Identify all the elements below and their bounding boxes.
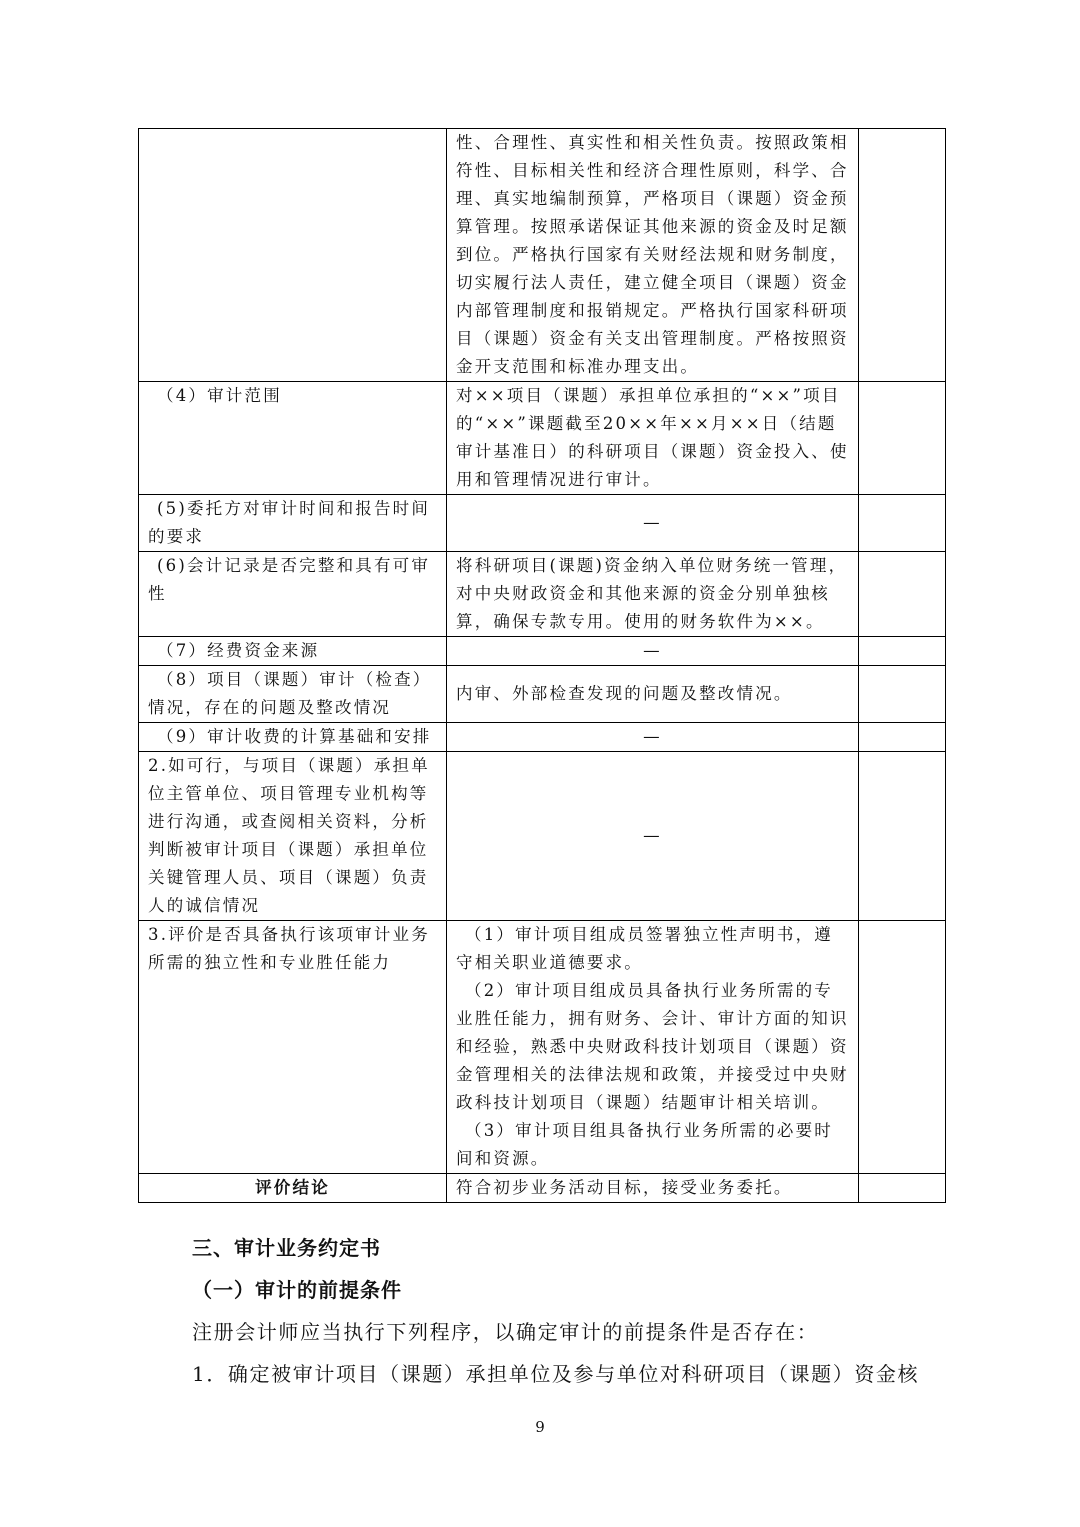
table-cell: 将科研项目(课题)资金纳入单位财务统一管理，对中央财政资金和其他来源的资金分别单独核算，确保专款专用。使用的财务软件为××。 [447, 552, 859, 637]
table-cell [859, 495, 946, 552]
table-cell [139, 666, 447, 723]
table-cell [859, 552, 946, 637]
table-cell [859, 752, 946, 921]
table-cell: 评价结论 [139, 1174, 447, 1203]
table-cell [859, 666, 946, 723]
table-row [139, 382, 946, 495]
table-row [139, 723, 946, 752]
table-row [139, 129, 946, 382]
table-row [139, 752, 946, 921]
cell-text: （7）经费资金来源 [157, 641, 320, 660]
table-cell [859, 129, 946, 382]
table-cell: 内审、外部检查发现的问题及整改情况。 [447, 666, 859, 723]
body-paragraph: 1．确定被审计项目（课题）承担单位及参与单位对科研项目（课题）资金核 [192, 1362, 920, 1386]
cell-text: （4）审计范围 [157, 386, 282, 405]
table-cell: — [447, 637, 859, 666]
page-number: 9 [535, 1418, 545, 1436]
table-cell [139, 637, 447, 666]
table-cell: 性、合理性、真实性和相关性负责。按照政策相符性、目标相关性和经济合理性原则，科学、合理、真实地编制预算，严格项目（课题）资金预算管理。按照承诺保证其他来源的资金及时足额到位。严格执行国家有关财经法规和财务制度，切实履行法人责任，建立健全项目（课题）资金内部管理制度和报销规定。严格执行国家科研项目（课题）资金有关支出管理制度。严格按照资金开支范围和标准办理支出。 [447, 129, 859, 382]
cell-text: （8）项目（课题）审计（检查）情况，存在的问题及整改情况 [148, 670, 432, 717]
list-item: （1）审计项目组成员签署独立性声明书，遵守相关职业道德要求。 [456, 925, 833, 972]
table-cell [859, 921, 946, 1174]
table-row [139, 666, 946, 723]
table-cell: — [447, 752, 859, 921]
section-heading: 三、审计业务约定书 [192, 1236, 381, 1260]
table-row [139, 495, 946, 552]
cell-text: (6)会计记录是否完整和具有可审性 [148, 556, 431, 603]
table-cell: 2.如可行，与项目（课题）承担单位主管单位、项目管理专业机构等进行沟通，或查阅相关资料，分析判断被审计项目（课题）承担单位关键管理人员、项目（课题）负责人的诚信情况 [139, 752, 447, 921]
table-cell [859, 723, 946, 752]
audit-evaluation-table [138, 128, 946, 1203]
table-row [139, 637, 946, 666]
body-paragraph: 注册会计师应当执行下列程序，以确定审计的前提条件是否存在： [192, 1320, 819, 1344]
table-cell [139, 552, 447, 637]
table-row [139, 1174, 946, 1203]
table-cell: — [447, 495, 859, 552]
table-row [139, 552, 946, 637]
table-cell: — [447, 723, 859, 752]
list-item: （3）审计项目组具备执行业务所需的必要时间和资源。 [456, 1121, 833, 1168]
table-row [139, 921, 946, 1174]
table-cell: 3.评价是否具备执行该项审计业务所需的独立性和专业胜任能力 [139, 921, 447, 1174]
table-cell [859, 1174, 946, 1203]
cell-text: （9）审计收费的计算基础和安排 [157, 727, 432, 746]
table-cell: 对××项目（课题）承担单位承担的“××”项目的“××”课题截至20××年××月××日（结题审计基准日）的科研项目（课题）资金投入、使用和管理情况进行审计。 [447, 382, 859, 495]
table-cell [139, 495, 447, 552]
table-cell [139, 382, 447, 495]
cell-text: (5)委托方对审计时间和报告时间的要求 [148, 499, 431, 546]
section-subheading: （一）审计的前提条件 [192, 1278, 402, 1302]
table-cell [859, 637, 946, 666]
table-cell: 符合初步业务活动目标，接受业务委托。 [447, 1174, 859, 1203]
table-cell [447, 921, 859, 1174]
table-cell [139, 723, 447, 752]
table-cell [859, 382, 946, 495]
table-cell [139, 129, 447, 382]
list-item: （2）审计项目组成员具备执行业务所需的专业胜任能力，拥有财务、会计、审计方面的知识和经验，熟悉中央财政科技计划项目（课题）资金管理相关的法律法规和政策，并接受过中央财政科技计划项目（课题）结题审计相关培训。 [456, 981, 849, 1112]
